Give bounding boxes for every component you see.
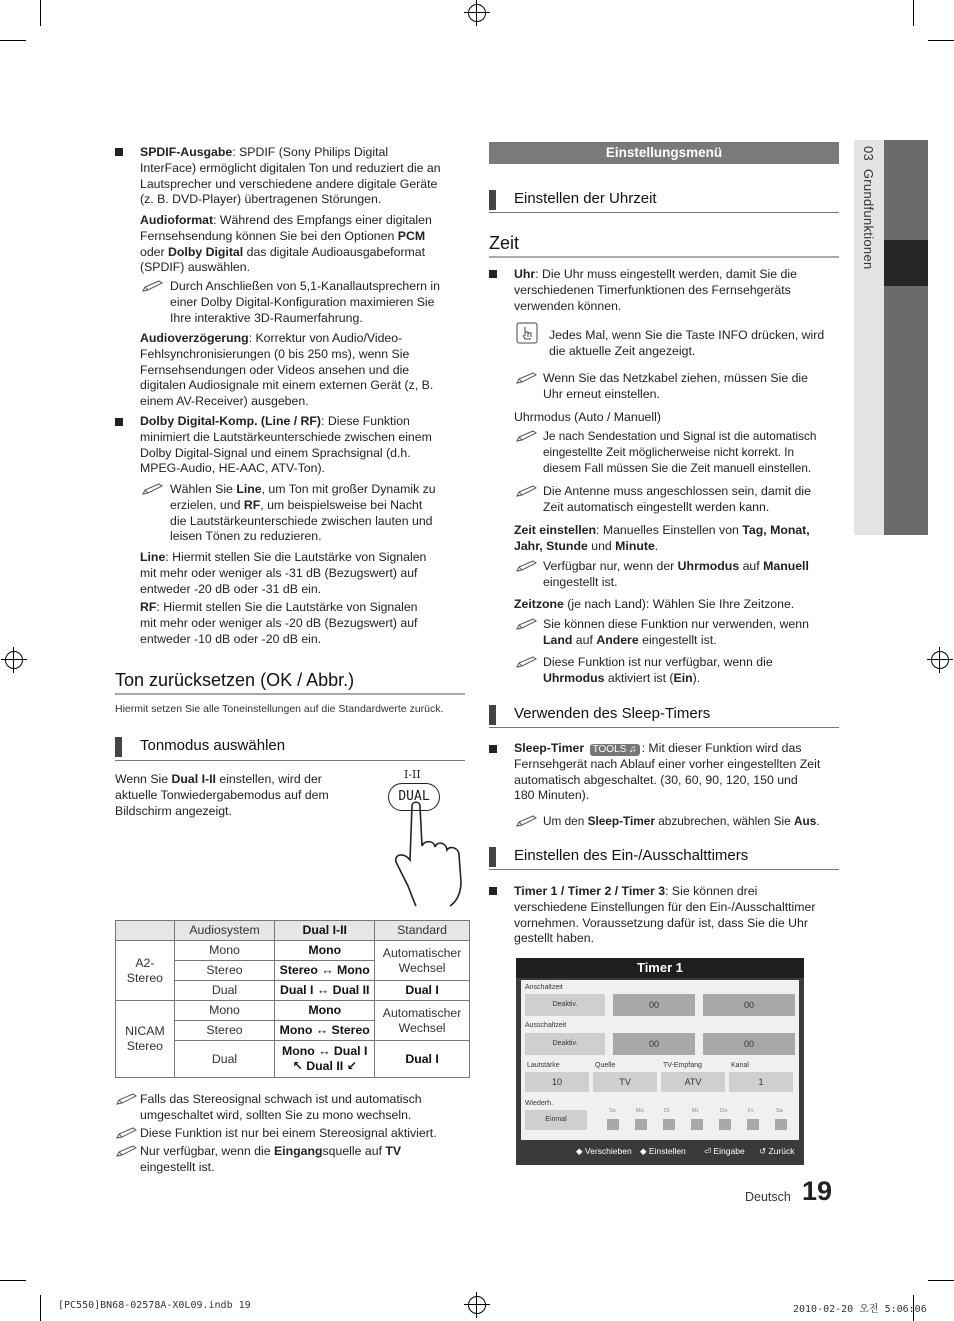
table-cell: NICAM Stereo <box>116 1001 175 1078</box>
table-cell: Automatischer Wechsel <box>375 941 470 981</box>
table-corner <box>116 921 175 941</box>
osd-label: Kanal <box>731 1062 749 1069</box>
side-tab-dark <box>884 140 928 535</box>
uhrzeit-heading: Einstellen der Uhrzeit <box>514 190 657 207</box>
heading-bar <box>489 705 496 725</box>
table-cell: Mono <box>174 941 275 961</box>
note-line-rf: Wählen Sie Line, um Ton mit großer Dynamik zu erzielen, und RF, um beispielsweise bei Nacht die Lautstärkeunterschiede zwischen lauten und leisen Tönen zu reduzieren. <box>170 482 436 544</box>
osd-volume[interactable]: 10 <box>525 1072 589 1092</box>
heading-rule <box>115 693 465 695</box>
table-cell: A2- Stereo <box>116 941 175 1001</box>
note-pencil-icon <box>516 559 538 573</box>
note-pencil-icon <box>116 1126 138 1140</box>
osd-day-label: So <box>609 1108 616 1114</box>
osd-anschalt-hour[interactable]: 00 <box>613 994 695 1016</box>
heading-bar <box>489 190 496 210</box>
table-row <box>116 941 470 961</box>
osd-day-checkbox[interactable] <box>747 1119 759 1130</box>
timer-paragraph: Timer 1 / Timer 2 / Timer 3: Sie können drei verschiedene Einstellungen für den Ein-/Ausschalttimer vornehmen. Voraussetzung dafür ist, dass Sie die Uhr gestellt haben. <box>514 884 816 946</box>
osd-day-checkbox[interactable] <box>635 1119 647 1130</box>
registration-mark-icon <box>5 651 23 669</box>
zeit-heading: Zeit <box>489 233 520 253</box>
footer-language: Deutsch <box>745 1190 791 1204</box>
side-tab-active <box>884 240 928 286</box>
osd-source[interactable]: TV <box>593 1072 657 1092</box>
note-51: Durch Anschließen von 5,1-Kanallautsprechern in einer Dolby Digital-Konfiguration maximieren Sie Ihre interaktive 3D-Raumerfahrung. <box>170 279 441 325</box>
table-cell: Dual I ↔ Dual II <box>275 981 375 1001</box>
heading-rule <box>489 212 839 213</box>
osd-day-checkbox[interactable] <box>607 1119 619 1130</box>
registration-mark-icon <box>931 651 949 669</box>
osd-ausschalt-hour[interactable]: 00 <box>613 1033 695 1055</box>
enter-icon: ⏎ <box>704 1146 712 1156</box>
sound-mode-table <box>115 920 470 1078</box>
table-cell: Mono <box>275 1001 375 1021</box>
sleep-paragraph: Sleep-Timer TOOLS ♫ : Mit dieser Funktion wird das Fernsehgerät nach Ablauf einer vorher eingestellten Zeit automatisch abgeschaltet. (30, 60, 90, 120, 150 und 180 Minuten). <box>514 741 821 803</box>
sendestation-note: Je nach Sendestation und Signal ist die automatisch eingestellte Zeit möglicherweise nicht korrekt. In diesem Fall müssen Sie die Zeit manuell einstellen. <box>543 429 817 475</box>
footer-date: 2010-02-20 오전 5:06:06 <box>793 1304 927 1315</box>
table-header: Standard <box>375 921 470 941</box>
osd-repeat[interactable]: Einmal <box>525 1110 587 1130</box>
dolby-paragraph: Dolby Digital-Komp. (Line / RF): Diese Funktion minimiert die Lautstärkeunterschiede zwischen einem Dolby Digital-Signal und einem Sprachsignal (d.h. MPEG-Audio, HE-AAC, ATV-Ton). <box>140 414 432 476</box>
osd-title: Timer 1 <box>516 958 804 978</box>
netz-note: Wenn Sie das Netzkabel ziehen, müssen Sie die Uhr erneut einstellen. <box>543 371 808 401</box>
osd-day-checkbox[interactable] <box>775 1119 787 1130</box>
reset-text: Hiermit setzen Sie alle Toneinstellungen auf die Standardwerte zurück. <box>115 703 444 715</box>
bullet <box>115 148 123 156</box>
bullet <box>489 270 497 278</box>
table-cell: Mono ↔ Stereo <box>275 1021 375 1041</box>
osd-back-hint: ↺ Zurück <box>759 1146 795 1156</box>
table-cell: Dual I <box>375 1041 470 1078</box>
crop-mark <box>40 1295 41 1321</box>
return-icon: ↺ <box>759 1146 767 1156</box>
bullet <box>115 418 123 426</box>
page-number: 19 <box>802 1176 833 1206</box>
tonmodus-paragraph: Wenn Sie Dual I-II einstellen, wird der aktuelle Tonwiedergabemodus auf dem Bildschirm angezeigt. <box>115 772 329 818</box>
osd-day-label: Di. <box>664 1108 671 1114</box>
osd-day-label: Sa <box>776 1108 783 1114</box>
note-pencil-icon <box>516 617 538 631</box>
bullet <box>489 745 497 753</box>
dual-button: DUAL <box>388 783 440 811</box>
table-cell: Stereo <box>174 1021 275 1041</box>
osd-adjust-hint: ◆ Einstellen <box>640 1146 686 1156</box>
reset-heading: Ton zurücksetzen (OK / Abbr.) <box>115 670 355 690</box>
heading-bar <box>489 847 496 867</box>
osd-anschalt-minute[interactable]: 00 <box>703 994 795 1016</box>
audiodelay-paragraph: Audioverzögerung: Korrektur von Audio/Video- Fehlsynchronisierungen (0 bis 250 ms), wenn Sie Fernsehsendungen oder Videos ansehen und die digitalen Audiosignale mit einem externen Gerät (z, B. einem AV-Receiver) ausgeben. <box>140 331 434 409</box>
crop-mark <box>0 40 26 41</box>
tonmodus-heading: Tonmodus auswählen <box>140 737 286 754</box>
info-note: Jedes Mal, wenn Sie die Taste INFO drücken, wird die aktuelle Zeit angezeigt. <box>549 328 825 358</box>
footer-file: [PC550]BN68-02578A-X0L09.indb 19 <box>58 1300 251 1311</box>
table-cell: Dual <box>174 981 275 1001</box>
arrows-ud-icon: ◆ <box>640 1146 647 1156</box>
osd-label: Ausschaltzeit <box>525 1022 567 1029</box>
osd-ausschalt-minute[interactable]: 00 <box>703 1033 795 1055</box>
table-cell: Mono ↔ Dual I ↖ Dual II ↙ <box>275 1041 375 1078</box>
zeit-einstellen-paragraph: Zeit einstellen: Manuelles Einstellen von Tag, Monat, Jahr, Stunde und Minute. <box>514 523 810 553</box>
table-cell: Mono <box>275 941 375 961</box>
sleep-heading: Verwenden des Sleep-Timers <box>514 705 711 722</box>
crop-mark <box>913 0 914 26</box>
side-tab-label: 03 Grundfunktionen <box>861 146 876 270</box>
bullet <box>489 887 497 895</box>
crop-mark <box>928 40 954 41</box>
table-cell: Stereo <box>174 961 275 981</box>
dual-button-label-top: I-II <box>404 768 421 781</box>
table-header: Dual I-II <box>275 921 375 941</box>
timer-heading: Einstellen des Ein-/Ausschalttimers <box>514 847 749 864</box>
osd-label: Quelle <box>595 1062 616 1069</box>
info-hand-icon <box>516 322 538 344</box>
timer-osd <box>516 958 804 1165</box>
osd-label: Lautstärke <box>527 1062 560 1069</box>
audioformat-paragraph: Audioformat: Während des Empfangs einer digitalen Fernsehsendung können Sie bei den Optionen PCM oder Dolby Digital das digitale Audioausgabeformat (SPDIF) auswählen. <box>140 213 432 275</box>
hand-pointer-icon <box>390 800 470 908</box>
note-pencil-icon <box>516 429 538 443</box>
osd-ausschalt-toggle[interactable]: Deaktiv. <box>525 1033 605 1055</box>
crop-mark <box>0 1280 26 1281</box>
spdif-paragraph: SPDIF-Ausgabe: SPDIF (Sony Philips Digital InterFace) ermöglicht digitalen Ton und reduziert die an Lautsprecher und verschiedene andere digitale Geräte (z. B. DVD-Player) übertragenen Störungen. <box>140 145 441 207</box>
osd-day-checkbox[interactable] <box>719 1119 731 1130</box>
note-stereo-only: Diese Funktion ist nur bei einem Stereosignal aktiviert. <box>140 1126 437 1140</box>
table-header: Audiosystem <box>174 921 275 941</box>
note-pencil-icon <box>116 1092 138 1106</box>
uhr-paragraph: Uhr: Die Uhr muss eingestellt werden, damit Sie die verschiedenen Timerfunktionen des Fernsehgeräts verwenden können. <box>514 267 797 313</box>
ein-note: Diese Funktion ist nur verfügbar, wenn die Uhrmodus aktiviert ist (Ein). <box>543 655 773 685</box>
registration-mark-icon <box>468 4 486 22</box>
osd-day-checkbox[interactable] <box>663 1119 675 1130</box>
crop-mark <box>928 1280 954 1281</box>
osd-channel[interactable]: 1 <box>729 1072 793 1092</box>
antenne-note: Die Antenne muss angeschlossen sein, damit die Zeit automatisch eingestellt werden kann. <box>543 484 811 514</box>
osd-antenna[interactable]: ATV <box>661 1072 725 1092</box>
note-stereo-weak: Falls das Stereosignal schwach ist und automatisch umgeschaltet wird, sollten Sie zu mono wechseln. <box>140 1092 422 1122</box>
osd-label: TV-Empfang <box>663 1062 702 1069</box>
table-cell: Stereo ↔ Mono <box>275 961 375 981</box>
note-pencil-icon <box>116 1144 138 1158</box>
rf-definition: RF: Hiermit stellen Sie die Lautstärke von Signalen mit mehr oder weniger als -20 dB (Bezugswert) auf entweder -10 dB oder -20 dB ein. <box>140 600 418 646</box>
table-cell: Automatischer Wechsel <box>375 1001 470 1041</box>
osd-day-checkbox[interactable] <box>691 1119 703 1130</box>
note-input-tv: Nur verfügbar, wenn die Eingangsquelle auf TV eingestellt ist. <box>140 1144 402 1174</box>
arrows-lr-icon: ◆ <box>576 1146 583 1156</box>
zeitzone-paragraph: Zeitzone (je nach Land): Wählen Sie Ihre Zeitzone. <box>514 597 795 611</box>
note-pencil-icon <box>516 655 538 669</box>
table-row <box>116 1001 470 1021</box>
osd-day-label: Do. <box>720 1108 729 1114</box>
registration-mark-icon <box>468 1296 486 1314</box>
note-pencil-icon <box>142 482 164 496</box>
osd-panel <box>521 980 799 1140</box>
line-definition: Line: Hiermit stellen Sie die Lautstärke von Signalen mit mehr oder weniger als -31 dB (Bezugswert) auf entweder -20 dB oder -31 dB ein. <box>140 550 427 596</box>
note-pencil-icon <box>516 484 538 498</box>
note-pencil-icon <box>516 371 538 385</box>
andere-note: Sie können diese Funktion nur verwenden, wenn Land auf Andere eingestellt ist. <box>543 617 809 647</box>
osd-label: Wiederh. <box>525 1100 554 1107</box>
heading-rule <box>489 869 839 870</box>
tools-badge: TOOLS ♫ <box>590 744 640 756</box>
osd-anschalt-toggle[interactable]: Deaktiv. <box>525 994 605 1016</box>
table-cell: Mono <box>174 1001 275 1021</box>
table-cell: Dual <box>174 1041 275 1078</box>
osd-day-label: Mo. <box>636 1108 646 1114</box>
menu-bar: Einstellungsmenü <box>489 142 839 164</box>
osd-move-hint: ◆ Verschieben <box>576 1146 632 1156</box>
crop-mark <box>40 0 41 26</box>
heading-rule <box>489 727 839 728</box>
sleep-note: Um den Sleep-Timer abzubrechen, wählen Sie Aus. <box>543 814 820 828</box>
heading-rule <box>115 760 465 761</box>
osd-label: Anschaltzeit <box>525 984 563 991</box>
heading-rule <box>489 256 839 258</box>
osd-enter-hint: ⏎ Eingabe <box>704 1146 745 1156</box>
uhrmodus-label: Uhrmodus (Auto / Manuell) <box>514 410 661 424</box>
manuell-note: Verfügbar nur, wenn der Uhrmodus auf Manuell eingestellt ist. <box>543 559 809 589</box>
note-pencil-icon <box>516 814 538 828</box>
osd-day-label: Fr. <box>748 1108 755 1114</box>
table-cell: Dual I <box>375 981 470 1001</box>
osd-day-label: Mi. <box>692 1108 700 1114</box>
note-pencil-icon <box>142 279 164 293</box>
heading-bar <box>115 737 122 757</box>
